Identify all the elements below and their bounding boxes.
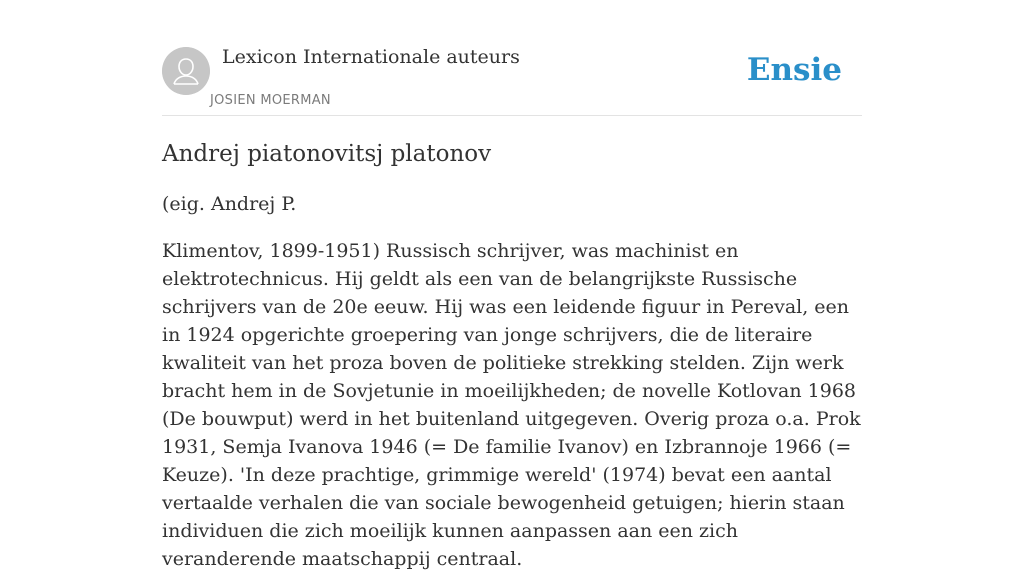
- user-avatar-icon[interactable]: [162, 47, 210, 95]
- article-title: Andrej piatonovitsj platonov: [162, 141, 492, 167]
- brand-logo[interactable]: Ensie: [746, 52, 842, 88]
- divider: [162, 115, 862, 116]
- article-paragraph: Klimentov, 1899-1951) Russisch schrijver, was machinist en elektrotechnicus. Hij geldt als een van de belangrijkste Russische schrijvers van de 20e eeuw. Hij was een leidende figuur in Pereval, een in 1924 opgerichte groepering van jonge schrijvers, die de literaire kwaliteit van het proza boven de politieke strekking stelden. Zijn werk bracht hem in de Sovjetunie in moeilijkheden; de novelle Kotlovan 1968 (De bouwput) werd in het buitenland uitgegeven. Overig proza o.a. Prok 1931, Semja Ivanova 1946 (= De familie Ivanov) en Izbrannoje 1966 (= Keuze). 'In deze prachtige, grimmige wereld' (1974) bevat een aantal vertaalde verhalen die van sociale bewogenheid getuigen; hierin staan individuen die zich moeilijk kunnen aanpassen aan een zich veranderende maatschappij centraal.: [162, 240, 861, 570]
- article-paragraph: (eig. Andrej P.: [162, 193, 297, 215]
- source-title[interactable]: Lexicon Internationale auteurs: [222, 46, 520, 68]
- author-name[interactable]: JOSIEN MOERMAN: [210, 93, 331, 108]
- source-header: [162, 46, 862, 116]
- article: [162, 138, 862, 573]
